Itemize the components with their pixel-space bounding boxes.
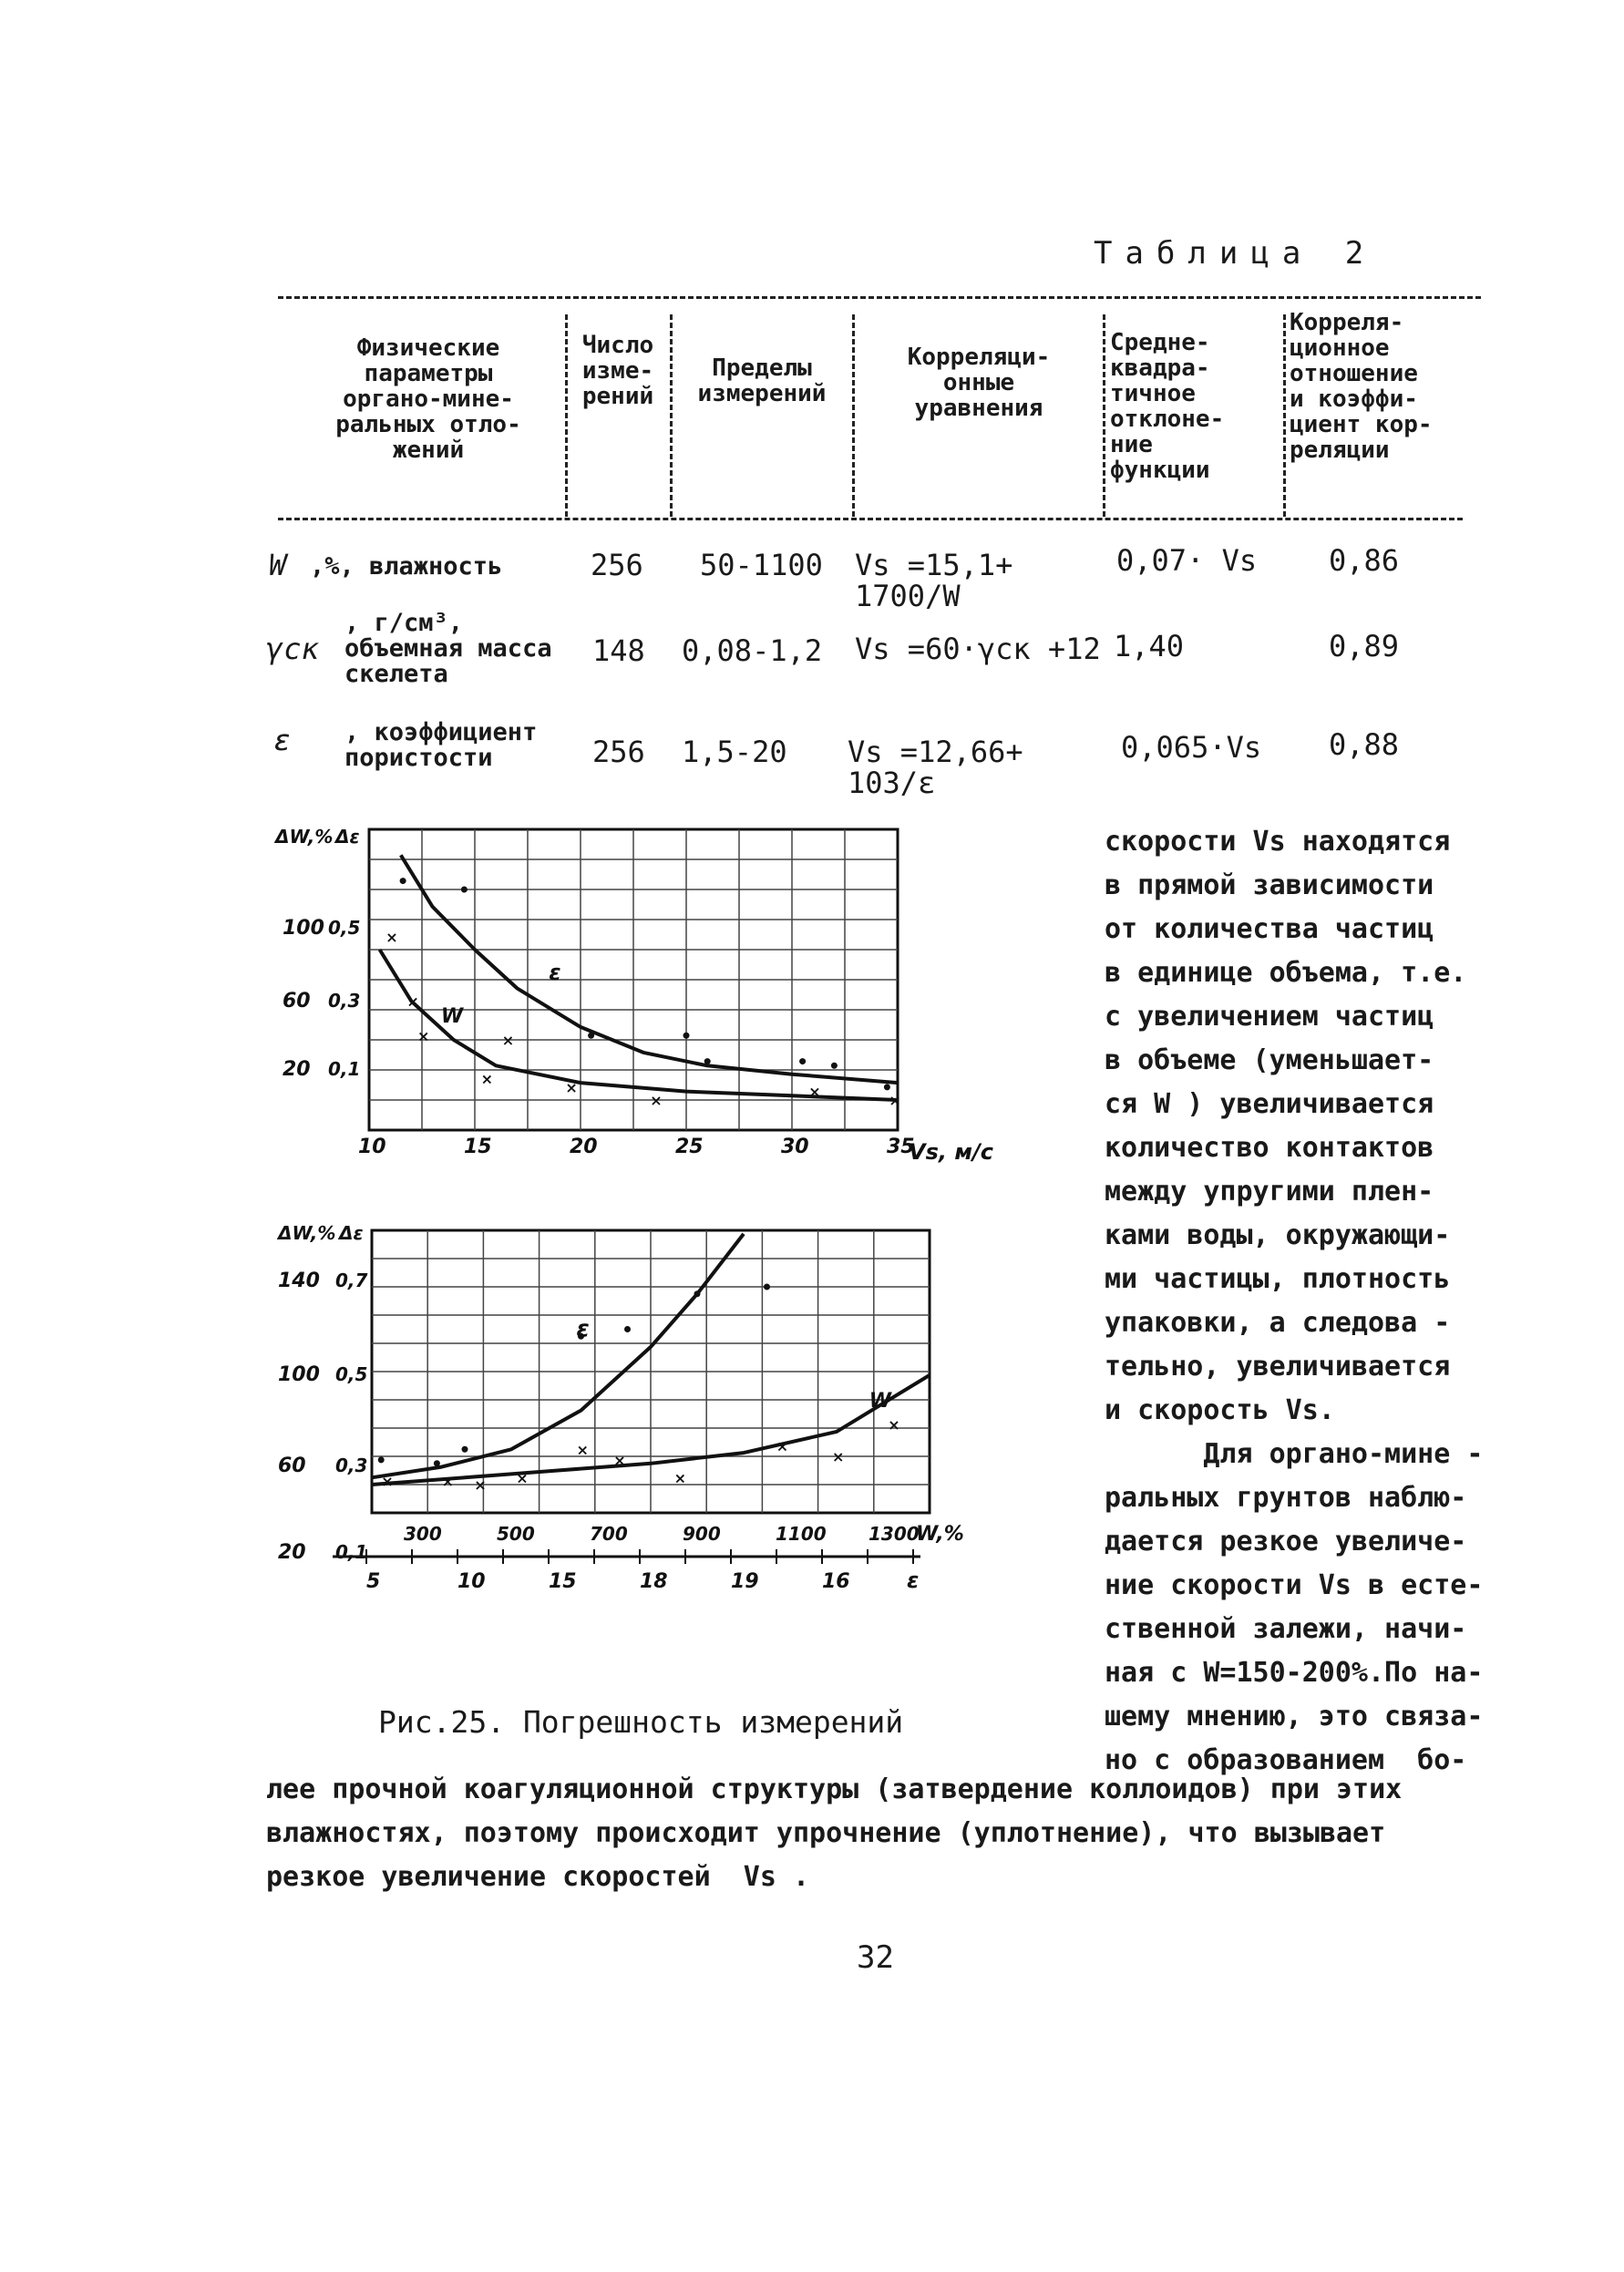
x-tick-label-e: 15 [549,1570,577,1593]
row3-equation: Vs =12,66+ 103/ε [848,735,1023,800]
y-axis-label: ΔW,% [278,1222,336,1244]
x-axis-label-w: W,% [916,1523,964,1546]
row2-n: 148 [592,633,645,668]
data-point-e [694,1290,701,1297]
text-line: но с образованием бо- [1105,1744,1467,1776]
data-point-e [764,1284,770,1290]
curve-label-w: W [440,1005,464,1029]
text-line: в единице объема, т.е. [1105,957,1467,989]
x-tick-label-e: 18 [640,1570,668,1593]
data-point-e [588,1033,594,1039]
data-point-w: × [650,1092,663,1109]
x-tick-label: 20 [570,1136,598,1158]
row3-sd: 0,065·Vs [1121,730,1262,765]
data-point-w: × [381,1473,394,1491]
col-separator [1103,314,1105,517]
text-line: тельно, увеличивается [1105,1351,1451,1383]
row1-range: 50-1100 [700,548,823,582]
text-line: ками воды, окружающи- [1105,1219,1451,1251]
data-point-e [434,1460,440,1466]
x-tick-label: 25 [675,1136,704,1158]
x-tick-label: 30 [781,1136,809,1158]
text-line: упаковки, а следова - [1105,1307,1451,1339]
x-tick-label: 15 [464,1136,492,1158]
data-point-w: × [441,1473,455,1491]
header-equations: Корреляци- онные уравнения [907,344,1051,422]
row2-r: 0,89 [1329,629,1400,663]
y-tick-label: 0,3 [328,990,361,1012]
text-line: шему мнению, это связа- [1105,1701,1484,1732]
y-tick-label: 0,1 [328,1058,361,1080]
data-point-e [799,1058,806,1064]
row2-sd: 1,40 [1114,629,1185,663]
header-range: Пределы измерений [697,355,827,407]
data-point-w: × [501,1032,515,1049]
data-point-e [461,887,468,893]
y-tick-label: 0,3 [335,1455,368,1476]
x-axis-label: Vs, м/с [909,1139,993,1165]
figure-25-charts [264,811,1021,1677]
row1-param: ,%, влажность [310,552,503,581]
row1-n: 256 [591,548,643,582]
row3-r: 0,88 [1329,727,1400,762]
data-point-e [704,1058,711,1064]
text-line: ная с W=150-200%.По на- [1105,1657,1484,1689]
text-line: ральных грунтов наблю- [1105,1482,1467,1514]
row3-symbol: ε [273,723,292,757]
x-tick-label-e: 16 [822,1570,850,1593]
figure-caption: Рис.25. Погрешность измерений [378,1704,904,1740]
row1-sd: 0,07· Vs [1116,543,1258,578]
table-top-rule [278,296,1481,299]
data-point-w: × [474,1476,487,1494]
text-line: Для органо-мине - [1105,1438,1484,1470]
y-tick-label: 0,1 [335,1541,368,1563]
data-point-e [462,1446,468,1453]
row2-param: , г/см³, объемная масса скелета [344,609,552,688]
text-line: скорости Vs находятся [1105,826,1451,858]
x-tick-label: 10 [358,1136,386,1158]
text-line: в прямой зависимости [1105,869,1434,901]
text-line: в объеме (уменьшает- [1105,1044,1434,1076]
data-point-e [378,1456,385,1463]
header-count: Число изме- рений [581,332,654,410]
x-tick-label-w: 1300 [869,1523,920,1545]
row3-param: , коэффициент пористости [344,718,538,772]
y-axis-label: Δε [335,826,360,848]
x-tick-label-w: 1100 [776,1523,827,1545]
data-point-e [684,1033,690,1039]
row1-equation: Vs =15,1+ 1700/W [855,548,1013,613]
header-corr: Корреля- ционное отношение и коэффи- циент кор- реляции [1290,309,1433,464]
text-line: и скорость Vs. [1105,1394,1335,1426]
text-line: от количества частиц [1105,913,1434,945]
header-params: Физические параметры органо-мине- ральных отло- жений [335,334,521,464]
y-tick-label: 20 [283,1058,311,1081]
data-point-e [884,1084,890,1090]
table-title: Таблица 2 [1094,235,1377,272]
data-point-w: × [576,1441,589,1459]
data-point-w: × [516,1469,529,1487]
page-number: 32 [857,1939,894,1976]
data-point-e [831,1063,838,1069]
data-point-w: × [480,1070,494,1088]
text-line: влажностях, поэтому происходит упрочнение (уплотнение), что вызывает [266,1817,1386,1849]
data-point-w: × [776,1437,789,1455]
y-tick-label: 0,5 [328,917,361,939]
x-tick-label: 35 [887,1136,915,1158]
text-line: ственной залежи, начи- [1105,1613,1467,1645]
table-header-rule [278,518,1463,520]
y-tick-label: 140 [278,1270,320,1292]
x-tick-label-w: 700 [590,1523,628,1545]
text-line: лее прочной коагуляционной структуры (затвердение коллоидов) при этих [266,1773,1403,1805]
data-point-w: × [417,1027,430,1045]
x-tick-label-w: 500 [497,1523,535,1545]
text-line: ми частицы, плотность [1105,1263,1451,1295]
y-axis-label: ΔW,% [275,826,334,848]
data-point-e [624,1326,631,1332]
text-line: между упругими плен- [1105,1176,1434,1208]
y-tick-label: 60 [278,1455,306,1477]
data-point-w: × [673,1469,687,1487]
header-sd: Средне- квадра- тичное отклоне- ние функции [1110,329,1225,484]
y-tick-label: 100 [278,1363,320,1386]
curve-label-e: ε [549,960,561,985]
y-tick-label: 20 [278,1541,306,1564]
text-line: количество контактов [1105,1132,1434,1164]
y-axis-label: Δε [339,1222,364,1244]
row2-equation: Vs =60·γск +12 [855,632,1101,666]
x-axis-label-e: ε [907,1568,920,1593]
row1-symbol: W [269,548,287,582]
x-tick-label-e: 10 [457,1570,486,1593]
col-separator [1283,314,1286,517]
text-line: ние скорости Vs в есте- [1105,1569,1484,1601]
data-point-w: × [406,992,419,1011]
row3-n: 256 [592,735,645,769]
data-point-w: × [808,1083,821,1101]
y-tick-label: 60 [283,990,311,1013]
row1-r: 0,86 [1329,543,1400,578]
col-separator [852,314,855,517]
x-tick-label-w: 300 [404,1523,442,1545]
row2-range: 0,08-1,2 [682,633,823,668]
data-point-w: × [889,1092,901,1109]
y-tick-label: 0,7 [335,1270,368,1291]
col-separator [670,314,673,517]
text-line: с увеличением частиц [1105,1001,1434,1033]
data-point-e [400,878,406,884]
data-point-w: × [613,1451,626,1469]
y-tick-label: 100 [283,917,324,940]
curve-label-e: ε [576,1315,590,1343]
data-point-w: × [385,928,398,946]
curve-label-w: W [869,1389,891,1413]
x-tick-label-e: 19 [731,1570,759,1593]
y-tick-label: 0,5 [335,1363,368,1385]
data-point-w: × [565,1078,578,1096]
row3-range: 1,5-20 [682,735,787,769]
text-line: дается резкое увеличе- [1105,1526,1467,1558]
text-line: резкое увеличение скоростей Vs . [266,1861,810,1893]
text-line: ся W ) увеличивается [1105,1088,1434,1120]
x-tick-label-w: 900 [683,1523,721,1545]
x-tick-label-e: 5 [366,1570,381,1593]
data-point-w: × [832,1448,845,1465]
data-point-w: × [888,1416,900,1434]
row2-symbol: γск [266,632,319,666]
